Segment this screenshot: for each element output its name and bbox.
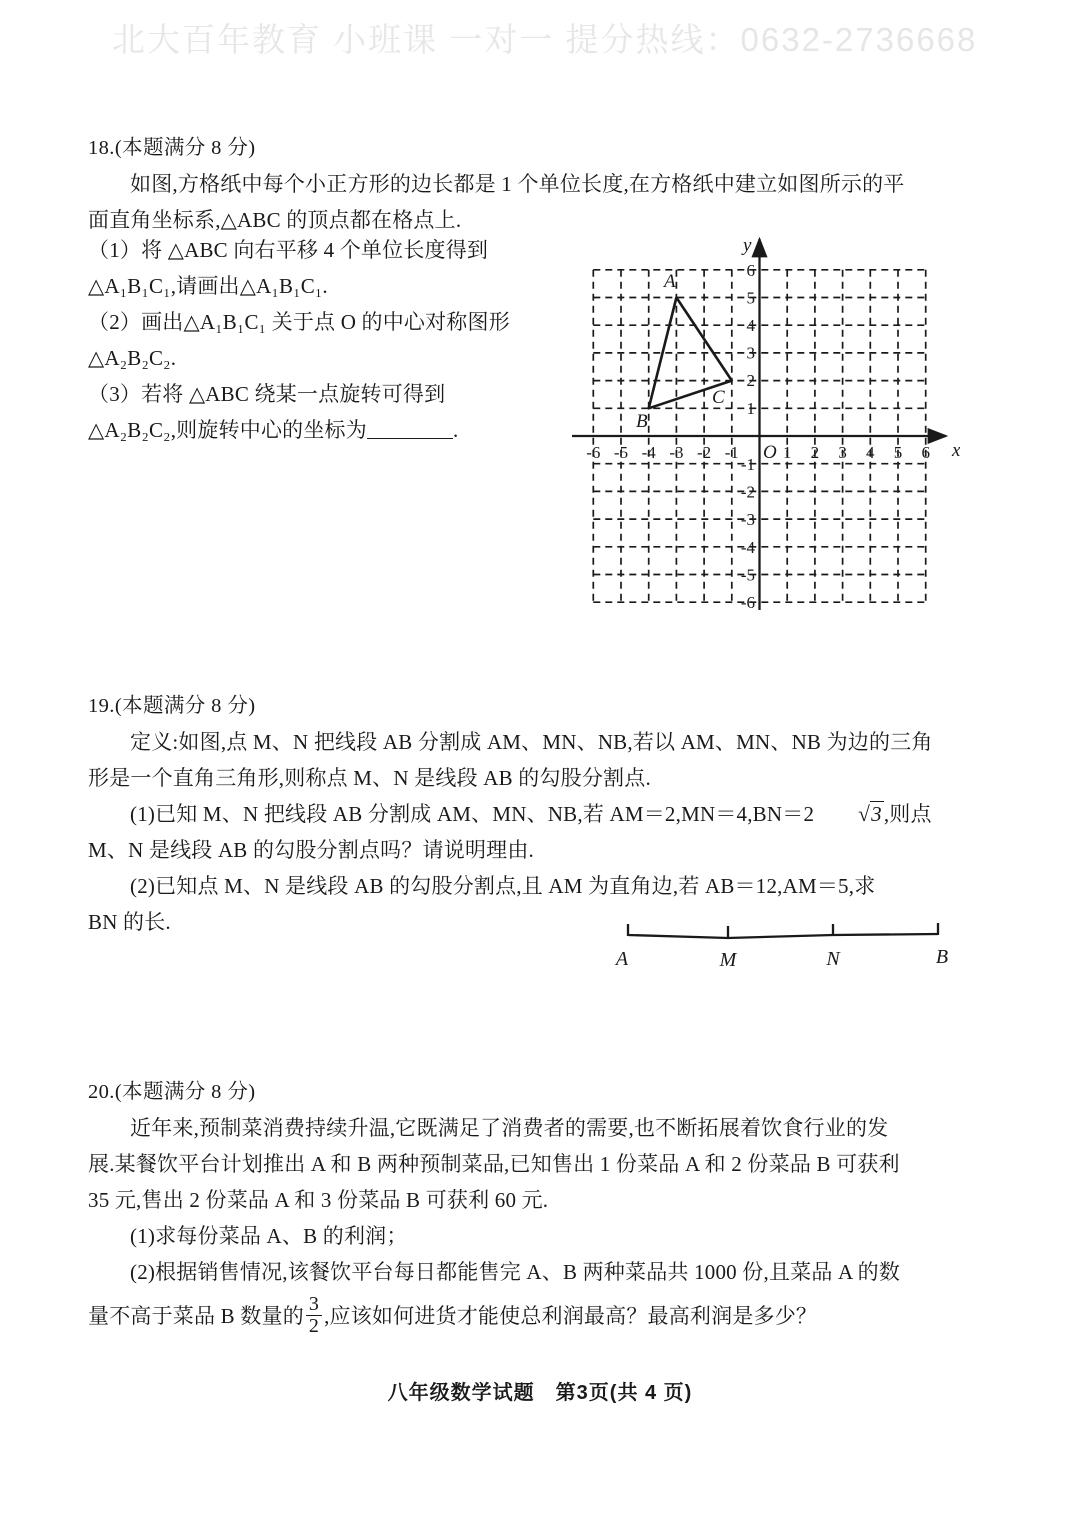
problem-20-part-1: (1)求每份菜品 A、B 的利润； (130, 1224, 408, 1248)
problem-18-stem-line-2: 面直角坐标系,△ABC 的顶点都在格点上. (88, 208, 462, 232)
svg-text:-3: -3 (740, 510, 755, 529)
svg-text:4: 4 (746, 316, 755, 335)
segment-label-n: N (826, 948, 840, 970)
problem-18-part-3-line-1: （3）若将 △ABC 绕某一点旋转可得到 (88, 382, 446, 406)
vertex-label-b: B (636, 411, 648, 432)
svg-text:-1: -1 (724, 443, 739, 462)
svg-text:-6: -6 (586, 443, 601, 462)
problem-18-stem-line-1: 如图,方格纸中每个小正方形的边长都是 1 个单位长度,在方格纸中建立如图所示的平 (130, 172, 905, 196)
problem-18-parts (88, 232, 558, 448)
page-footer: 八年级数学试题 第3页(共 4 页) (387, 1382, 693, 1404)
svg-text:3: 3 (746, 343, 755, 363)
fraction-numerator: 3 (308, 1293, 320, 1316)
svg-text:3: 3 (838, 443, 847, 462)
svg-text:-4: -4 (641, 443, 656, 462)
segment-label-a: A (615, 948, 629, 970)
segment-ab (628, 934, 938, 938)
problem-19 (88, 688, 956, 940)
fraction-three-halves (306, 1294, 322, 1337)
problem-18-part-3-line-2 (88, 412, 558, 448)
answer-blank[interactable] (367, 438, 453, 439)
svg-text:6: 6 (921, 443, 930, 462)
problem-19-part-2-line-2: BN 的长. (88, 910, 171, 934)
segment-point-labels (614, 946, 948, 971)
problem-18-part-1-line-2: △A₁B₁C₁,请画出△A₁B₁C₁. (88, 274, 328, 298)
watermark-header: 北大百年教育 小班课 一对一 提分热线：0632-2736668 (112, 21, 978, 58)
svg-text:-2: -2 (697, 443, 712, 462)
problem-18-part-2-line-2: △A₂B₂C₂. (88, 346, 177, 370)
problem-19-definition-line-1: 定义:如图,点 M、N 把线段 AB 分割成 AM、MN、NB,若以 AM、MN、NB 为边的三角 (130, 730, 933, 754)
svg-text:4: 4 (866, 443, 875, 462)
square-root (814, 796, 884, 832)
problem-19-part-1-text: (1)已知 M、N 把线段 AB 分割成 AM、MN、NB,若 AM＝2,MN＝4,BN＝2 (130, 802, 815, 826)
svg-text:-2: -2 (740, 482, 755, 502)
segment-label-b: B (935, 946, 949, 968)
problem-18-part-3-period: . (452, 418, 459, 442)
segment-figure-svg (598, 918, 968, 980)
problem-19-part-1-line-1 (88, 796, 956, 832)
problem-20-part-2-line-2 (88, 1290, 956, 1342)
svg-text:1: 1 (746, 399, 755, 418)
svg-text:2: 2 (810, 443, 820, 462)
svg-text:-3: -3 (669, 443, 684, 462)
svg-text:6: 6 (746, 261, 755, 280)
problem-19-part-2-line-1: (2)已知点 M、N 是线段 AB 的勾股分割点,且 AM 为直角边,若 AB＝12,AM＝5,求 (130, 874, 876, 898)
problem-18-number: 18.(本题满分 8 分) (88, 137, 256, 159)
problem-18-part-3-text: △A₂B₂C₂,则旋转中心的坐标为 (88, 418, 367, 442)
svg-text:-5: -5 (740, 565, 755, 585)
segment-label-m: M (719, 949, 737, 971)
svg-text:5: 5 (893, 443, 903, 462)
problem-18-part-1-line-1: （1）将 △ABC 向右平移 4 个单位长度得到 (88, 238, 489, 262)
y-axis-label: y (743, 235, 752, 256)
vertex-label-c: C (712, 387, 725, 408)
svg-text:-4: -4 (740, 538, 755, 557)
problem-20-stem-line-1: 近年来,预制菜消费持续升温,它既满足了消费者的需要,也不断拓展着饮食行业的发 (130, 1116, 889, 1140)
vertex-label-a: A (664, 271, 676, 292)
coordinate-grid-figure (560, 225, 960, 610)
problem-18-part-2-line-1: （2）画出△A₁B₁C₁ 关于点 O 的中心对称图形 (88, 310, 510, 334)
problem-19-part-1-tail: ,则点 (883, 802, 932, 826)
problem-19-number: 19.(本题满分 8 分) (88, 695, 256, 717)
problem-20-part-2-line-1: (2)根据销售情况,该餐饮平台每日都能售完 A、B 两种菜品共 1000 份,且菜品 A 的数 (130, 1260, 901, 1284)
radicand: 3 (871, 802, 882, 826)
problem-18 (88, 130, 956, 238)
svg-text:5: 5 (746, 288, 755, 308)
x-axis-label: x (952, 440, 960, 461)
problem-20-stem-line-2: 展.某餐饮平台计划推出 A 和 B 两种预制菜品,已知售出 1 份菜品 A 和 2 份菜品 B 可获利 (88, 1152, 900, 1176)
problem-19-definition-line-2: 形是一个直角三角形,则称点 M、N 是线段 AB 的勾股分割点. (88, 766, 651, 790)
radical-symbol: √ (858, 802, 871, 826)
origin-label: O (763, 442, 777, 463)
svg-text:2: 2 (746, 371, 755, 390)
problem-20-part-2-pre: 量不高于菜品 B 数量的 (88, 1304, 304, 1328)
problem-20-number: 20.(本题满分 8 分) (88, 1081, 256, 1103)
problem-20-stem-line-3: 35 元,售出 2 份菜品 A 和 3 份菜品 B 可获利 60 元. (88, 1188, 549, 1212)
svg-text:1: 1 (782, 443, 792, 462)
problem-19-part-1-line-2: M、N 是线段 AB 的勾股分割点吗？请说明理由. (88, 838, 535, 862)
segment-figure (598, 918, 968, 980)
fraction-denominator: 2 (306, 1315, 322, 1337)
x-tick-labels (586, 443, 930, 462)
problem-20 (88, 1074, 956, 1342)
svg-text:-6: -6 (740, 593, 755, 610)
problem-20-part-2-post: ,应该如何进货才能使总利润最高？最高利润是多少？ (324, 1304, 818, 1328)
svg-text:-5: -5 (613, 443, 629, 462)
coordinate-grid-svg (560, 225, 960, 610)
svg-text:-1: -1 (740, 455, 755, 474)
